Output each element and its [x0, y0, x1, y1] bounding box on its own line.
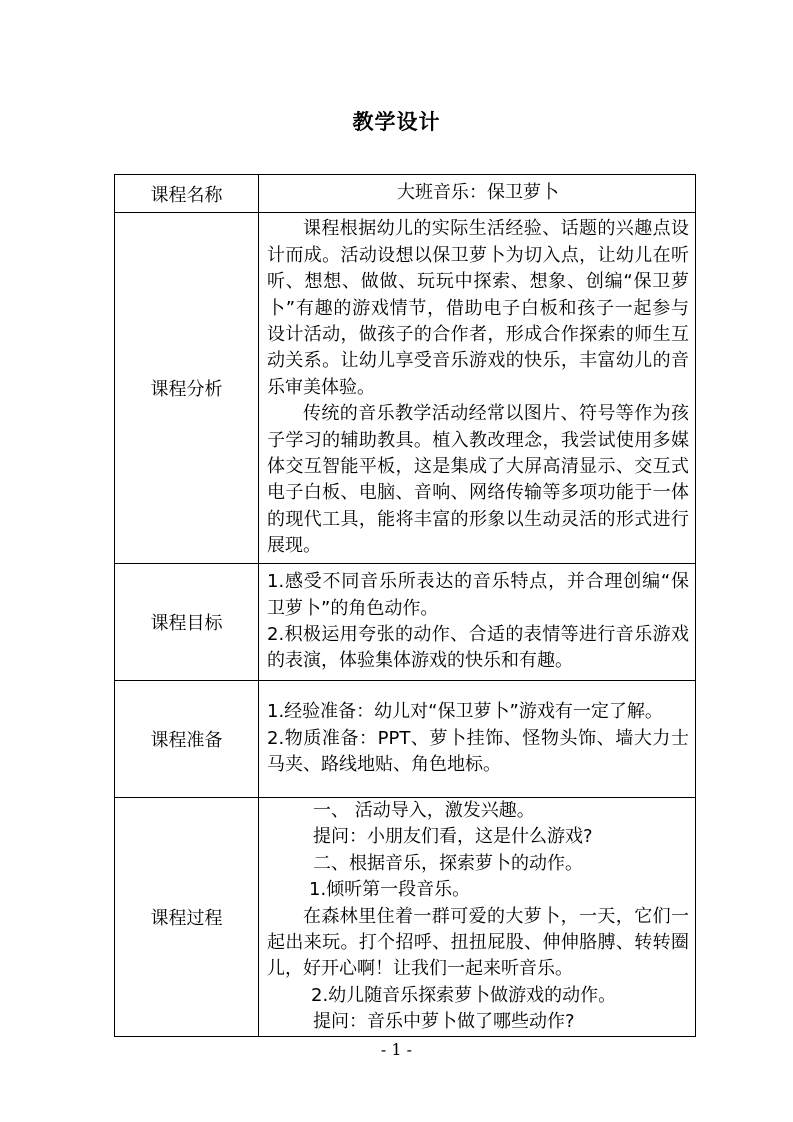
analysis-paragraph: 课程根据幼儿的实际生活经验、话题的兴趣点设计而成。活动设想以保卫萝卜为切入点，让幼儿在听听、想想、做做、玩玩中探索、想象、创编“保卫萝卜”有趣的游戏情节，借助电子白板和孩子一起参与设计活动，做孩子的合作者，形成合作探索的师生互动关系。让幼儿享受音乐游戏的快乐，丰富幼儿的音乐审美体验。: [267, 218, 689, 398]
process-step: 提问：音乐中萝卜做了哪些动作?: [313, 1011, 575, 1033]
prep-item: 2.物质准备：PPT、萝卜挂饰、怪物头饰、墙大力士马夹、路线地贴、角色地标。: [267, 727, 689, 776]
course-analysis-cell: [259, 213, 696, 564]
row-label-course-prep: 课程准备: [115, 681, 259, 798]
process-step: 提问：小朋友们看，这是什么游戏?: [313, 826, 593, 848]
course-process-cell: [259, 798, 696, 1037]
course-prep-cell: [259, 681, 696, 798]
course-name-value: 大班音乐：保卫萝卜: [259, 175, 696, 213]
lesson-plan-table: [114, 174, 696, 1037]
table-row: [115, 798, 696, 1037]
goal-item: 2.积极运用夸张的动作、合适的表情等进行音乐游戏的表演，体验集体游戏的快乐和有趣。: [267, 624, 689, 672]
row-label-course-goal: 课程目标: [115, 564, 259, 681]
document-title: 教学设计: [352, 110, 441, 134]
row-label-course-name: 课程名称: [115, 175, 259, 213]
table-row: [115, 564, 696, 681]
process-step: 二、根据音乐，探索萝卜的动作。: [313, 852, 583, 874]
process-step: 一、 活动导入，激发兴趣。: [313, 800, 535, 821]
process-step: 1.倾听第一段音乐。: [309, 879, 471, 901]
page-number: - 1 -: [380, 1040, 413, 1059]
process-step: 2.幼儿随音乐探索萝卜做游戏的动作。: [311, 984, 617, 1006]
table-row: [115, 175, 696, 213]
table-row: [115, 213, 696, 564]
goal-item: 1.感受不同音乐所表达的音乐特点，并合理创编“保卫萝卜”的角色动作。: [267, 571, 689, 619]
row-label-course-analysis: 课程分析: [115, 213, 259, 564]
prep-item: 1.经验准备：幼儿对“保卫萝卜”游戏有一定了解。: [267, 701, 663, 723]
analysis-paragraph: 传统的音乐教学活动经常以图片、符号等作为孩子学习的辅助教具。植入教改理念，我尝试使用多媒体交互智能平板，这是集成了大屏高清显示、交互式电子白板、电脑、音响、网络传输等多项功能于一体的现代工具，能将丰富的形象以生动灵活的形式进行展现。: [267, 403, 689, 557]
course-goal-cell: [259, 564, 696, 681]
process-step: 在森林里住着一群可爱的大萝卜，一天，它们一起出来玩。打个招呼、扭扭屁股、伸伸胳膊、转转圈儿，好开心啊！让我们一起来听音乐。: [267, 905, 689, 980]
row-label-course-process: 课程过程: [115, 798, 259, 1037]
table-row: [115, 681, 696, 798]
